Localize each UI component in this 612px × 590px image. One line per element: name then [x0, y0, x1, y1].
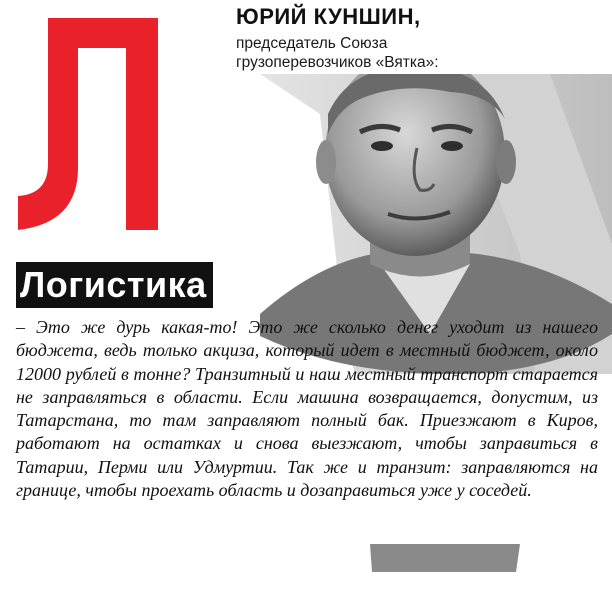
person-role-line-2: грузоперевозчиков «Вятка»:: [236, 54, 439, 71]
quote-text: – Это же дурь какая-то! Это же сколько денег уходит из нашего бюджета, ведь только акциза, который идет в местный бюджет, около 12000 рублей в тонне? Транзитный и наш местный транспорт старается не заправляться в области. Если машина возвращается, допустим, из Татарстана, то там заправляют полный бак. Приезжают в Киров, работают на остатках и снова выезжают, чтобы заправиться в Татарии, Перми или Удмуртии. Так же и транзит: заправляются на границе, чтобы проехать область и дозаправиться уже у соседей.: [16, 317, 598, 501]
person-role-line-1: председатель Союза: [236, 35, 388, 52]
person-name: ЮРИЙ КУНШИН,: [236, 4, 421, 29]
person-role: [236, 34, 536, 72]
section-label: Логистика: [16, 262, 213, 308]
decorative-letter-l: [18, 18, 158, 230]
